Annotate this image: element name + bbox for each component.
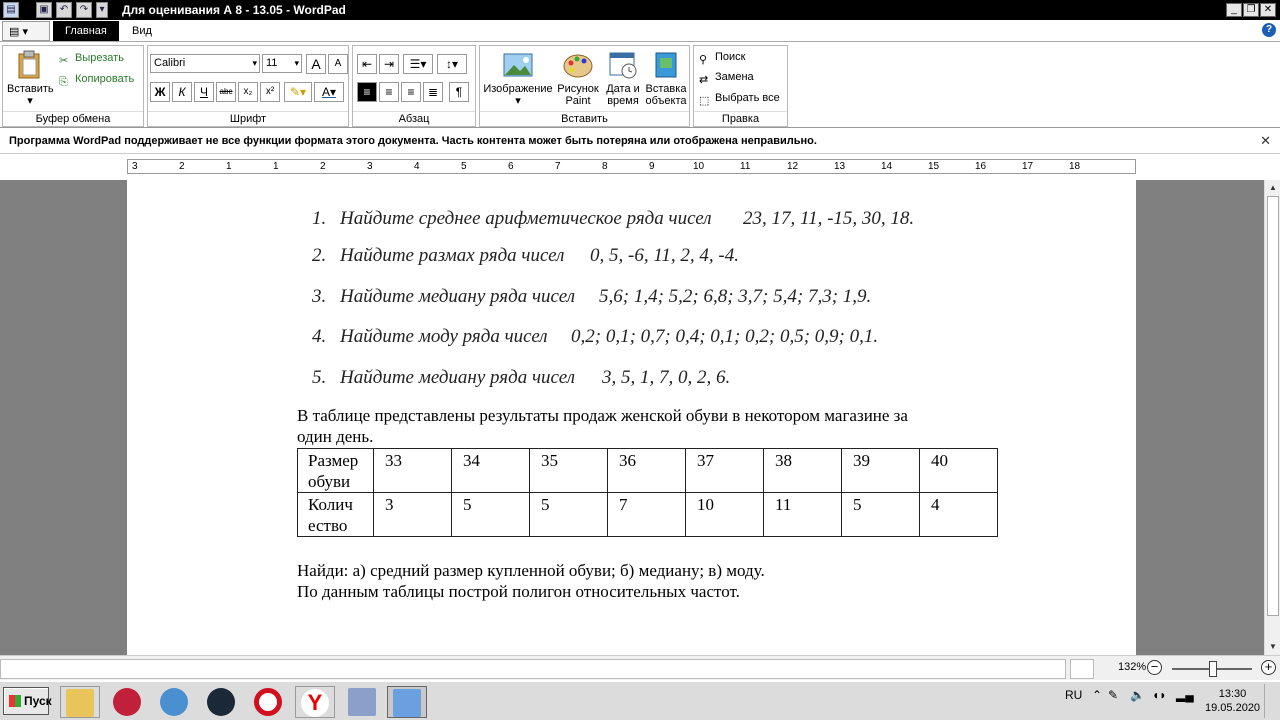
task-number: 3. bbox=[312, 286, 327, 307]
task-text: Найдите медиану ряда чисел bbox=[340, 367, 575, 388]
paragraph-group-label: Абзац bbox=[353, 111, 475, 126]
network-icon[interactable]: ◖◗ bbox=[1152, 688, 1167, 702]
copy-label: Копировать bbox=[75, 73, 135, 85]
taskbar-opera[interactable] bbox=[248, 686, 288, 718]
ruler[interactable] bbox=[127, 159, 1136, 174]
taskbar-steam[interactable] bbox=[201, 686, 241, 718]
ruler-number: 3 bbox=[132, 161, 138, 172]
select-all-button[interactable] bbox=[699, 89, 780, 107]
subscript-button[interactable]: x₂ bbox=[238, 82, 258, 102]
clipboard-group-label: Буфер обмена bbox=[3, 111, 143, 126]
ruler-number: 1 bbox=[226, 161, 232, 172]
bold-button[interactable]: Ж bbox=[150, 82, 170, 102]
superscript-button[interactable]: x² bbox=[260, 82, 280, 102]
task-values: 0,2; 0,1; 0,7; 0,4; 0,1; 0,2; 0,5; 0,9; 0,1. bbox=[571, 326, 879, 347]
table-cell: 10 bbox=[686, 493, 764, 537]
zoom-slider-thumb[interactable] bbox=[1209, 661, 1217, 677]
ruler-number: 1 bbox=[273, 161, 279, 172]
intro-line-1: В таблице представлены результаты продаж женской обуви в некотором магазине за bbox=[297, 406, 908, 425]
line-spacing-icon: ↕▾ bbox=[445, 57, 459, 71]
taskbar-wordpad[interactable] bbox=[387, 686, 427, 718]
zoom-level: 132% bbox=[1118, 661, 1147, 673]
table-cell: 11 bbox=[764, 493, 842, 537]
scissors-icon: ✂ bbox=[59, 54, 69, 67]
tray-expand-icon[interactable]: ⌃ bbox=[1092, 688, 1103, 702]
align-right-button[interactable] bbox=[401, 82, 421, 102]
font-color-button[interactable] bbox=[314, 82, 344, 102]
insert-image-button[interactable]: Изображение ▾ bbox=[482, 50, 554, 107]
table-cell: 39 bbox=[842, 449, 920, 493]
ribbon bbox=[0, 43, 1280, 128]
intro-line-2: один день. bbox=[297, 427, 374, 446]
zoom-in-button[interactable]: + bbox=[1261, 660, 1276, 675]
question-line-2: По данным таблицы построй полигон относительных частот. bbox=[297, 582, 740, 601]
undo-icon[interactable]: ↶ bbox=[56, 2, 72, 18]
bullet-list-icon: ☰▾ bbox=[409, 57, 427, 71]
insert-group-label: Вставить bbox=[480, 111, 689, 126]
task-values: 23, 17, 11, -15, 30, 18. bbox=[743, 208, 915, 229]
select-all-icon: ⬚ bbox=[699, 94, 710, 107]
taskbar-calculator[interactable] bbox=[342, 686, 382, 718]
font-size-select[interactable]: 11 ▾ bbox=[262, 54, 302, 73]
ruler-number: 17 bbox=[1022, 161, 1034, 172]
task-item bbox=[127, 245, 1136, 269]
editing-group-label: Правка bbox=[694, 111, 787, 126]
indent-icon: ⇥ bbox=[383, 57, 395, 71]
question-line-1: Найди: а) средний размер купленной обуви; б) медиану; в) моду. bbox=[297, 561, 765, 580]
taskbar bbox=[0, 681, 1280, 720]
task-item bbox=[127, 326, 1136, 350]
clock-time: 13:30 bbox=[1218, 688, 1247, 700]
signal-icon[interactable]: ▂▄ bbox=[1176, 688, 1194, 702]
paste-button[interactable]: Вставить ▾ bbox=[7, 50, 53, 107]
document-area bbox=[0, 180, 1264, 655]
folder-icon bbox=[66, 689, 94, 717]
status-bar bbox=[0, 655, 1280, 680]
system-clock[interactable] bbox=[1205, 687, 1260, 715]
taskbar-browser[interactable] bbox=[154, 686, 194, 718]
ruler-number: 15 bbox=[928, 161, 940, 172]
table-header-cell bbox=[298, 493, 374, 537]
redo-icon[interactable]: ↷ bbox=[76, 2, 92, 18]
table-cell: 38 bbox=[764, 449, 842, 493]
show-desktop-button[interactable] bbox=[1264, 684, 1278, 718]
task-number: 5. bbox=[312, 367, 327, 388]
insert-object-label: Вставка объекта bbox=[645, 83, 687, 107]
find-button[interactable] bbox=[699, 48, 745, 66]
app-icon[interactable]: ▤ bbox=[3, 2, 19, 18]
align-left-icon: ≡ bbox=[363, 85, 371, 99]
font-group-label: Шрифт bbox=[148, 111, 348, 126]
cut-label: Вырезать bbox=[75, 52, 124, 64]
opera-icon bbox=[254, 688, 282, 716]
zoom-out-button[interactable]: − bbox=[1147, 660, 1162, 675]
ribbon-tabs bbox=[0, 20, 1280, 42]
tab-view[interactable]: Вид bbox=[132, 25, 152, 37]
status-field bbox=[0, 659, 1066, 679]
scroll-thumb[interactable] bbox=[1267, 196, 1279, 616]
header-line: ество bbox=[308, 516, 348, 535]
clock-date: 19.05.2020 bbox=[1205, 702, 1261, 714]
font-color-icon: A▾ bbox=[321, 85, 337, 99]
align-center-icon: ≡ bbox=[385, 85, 393, 99]
ruler-number: 16 bbox=[975, 161, 987, 172]
title-bar bbox=[0, 0, 1280, 20]
table-cell: 4 bbox=[920, 493, 998, 537]
copy-icon: ⎘ bbox=[59, 75, 68, 88]
bullets-button[interactable] bbox=[403, 54, 433, 74]
taskbar-explorer[interactable] bbox=[60, 686, 100, 718]
window-title: Для оценивания А 8 - 13.05 - WordPad bbox=[122, 3, 346, 17]
paragraph-settings-button[interactable] bbox=[449, 82, 469, 102]
line-spacing-button[interactable] bbox=[437, 54, 467, 74]
strikethrough-button[interactable]: abc bbox=[216, 82, 236, 102]
ruler-number: 12 bbox=[787, 161, 799, 172]
volume-icon[interactable]: 🔈 bbox=[1130, 688, 1145, 702]
editing-group bbox=[693, 45, 788, 127]
insert-object-button[interactable] bbox=[644, 50, 688, 107]
table-cell: 5 bbox=[842, 493, 920, 537]
table-cell: 35 bbox=[530, 449, 608, 493]
steam-icon bbox=[207, 688, 235, 716]
binoculars-icon: ⚲ bbox=[699, 53, 708, 66]
shoe-sales-table bbox=[297, 448, 998, 537]
calendar-clock-icon bbox=[607, 50, 639, 80]
file-menu-button[interactable]: ▤ ▾ bbox=[2, 21, 50, 41]
task-values: 5,6; 1,4; 5,2; 6,8; 3,7; 5,4; 7,3; 1,9. bbox=[599, 286, 872, 307]
taskbar-yandex[interactable] bbox=[295, 686, 335, 718]
ruler-bar bbox=[0, 155, 1280, 180]
replace-label: Замена bbox=[715, 71, 754, 83]
ruler-number: 2 bbox=[320, 161, 326, 172]
grow-font-button[interactable]: A bbox=[306, 54, 326, 74]
highlight-button[interactable] bbox=[284, 82, 312, 102]
increase-indent-button[interactable] bbox=[379, 54, 399, 74]
shield-app-icon bbox=[113, 688, 141, 716]
table-cell: 3 bbox=[374, 493, 452, 537]
underline-button[interactable]: Ч bbox=[194, 82, 214, 102]
ruler-number: 10 bbox=[693, 161, 705, 172]
cut-button[interactable] bbox=[59, 49, 124, 67]
vertical-scrollbar[interactable] bbox=[1264, 180, 1280, 655]
align-left-button[interactable] bbox=[357, 82, 377, 102]
task-values: 0, 5, -6, 11, 2, 4, -4. bbox=[590, 245, 739, 266]
task-item bbox=[127, 208, 1136, 232]
start-button[interactable]: Пуск bbox=[3, 687, 49, 715]
font-family-select[interactable]: Calibri ▾ bbox=[150, 54, 260, 73]
ruler-number: 5 bbox=[461, 161, 467, 172]
task-item bbox=[127, 286, 1136, 310]
table-cell: 40 bbox=[920, 449, 998, 493]
find-label: Поиск bbox=[715, 51, 746, 63]
ruler-number: 13 bbox=[834, 161, 846, 172]
table-cell: 5 bbox=[452, 493, 530, 537]
table-cell: 36 bbox=[608, 449, 686, 493]
close-button[interactable]: ✕ bbox=[1260, 3, 1276, 17]
help-icon[interactable]: ? bbox=[1262, 23, 1276, 37]
yandex-icon: Y bbox=[301, 689, 329, 717]
table-row bbox=[298, 493, 998, 537]
font-group bbox=[147, 45, 349, 127]
header-line: обуви bbox=[308, 472, 351, 491]
align-center-button[interactable] bbox=[379, 82, 399, 102]
task-item bbox=[127, 367, 1136, 391]
scroll-down-icon[interactable]: ▼ bbox=[1269, 642, 1277, 651]
task-text: Найдите среднее арифметическое ряда чисел bbox=[340, 208, 712, 229]
ruler-number: 4 bbox=[414, 161, 420, 172]
image-icon bbox=[502, 50, 534, 80]
date-time-button[interactable] bbox=[602, 50, 644, 107]
close-info-icon[interactable]: ✕ bbox=[1260, 133, 1271, 148]
clipboard-group bbox=[2, 45, 144, 127]
shrink-font-button[interactable]: A bbox=[328, 54, 348, 74]
task-text: Найдите размах ряда чисел bbox=[340, 245, 565, 266]
header-line: Размер bbox=[308, 451, 359, 470]
header-line: Колич bbox=[308, 495, 353, 514]
copy-button[interactable] bbox=[59, 70, 134, 88]
object-icon bbox=[650, 50, 682, 80]
task-number: 2. bbox=[312, 245, 327, 266]
paste-label: Вставить bbox=[7, 83, 54, 95]
date-time-label: Дата и время bbox=[606, 83, 640, 107]
minimize-button[interactable]: _ bbox=[1226, 3, 1242, 17]
justify-icon: ≣ bbox=[427, 85, 439, 99]
ruler-number: 9 bbox=[649, 161, 655, 172]
customize-quick-access-icon[interactable]: ▾ bbox=[96, 2, 108, 18]
justify-button[interactable] bbox=[423, 82, 443, 102]
table-cell: 37 bbox=[686, 449, 764, 493]
insert-group bbox=[479, 45, 690, 127]
italic-button[interactable]: К bbox=[172, 82, 192, 102]
replace-icon: ⇄ bbox=[699, 73, 709, 86]
restore-button[interactable]: ❐ bbox=[1243, 3, 1259, 17]
save-icon[interactable]: ▣ bbox=[36, 2, 52, 18]
task-number: 1. bbox=[312, 208, 327, 229]
document-page[interactable] bbox=[127, 180, 1136, 655]
ruler-number: 6 bbox=[508, 161, 514, 172]
ruler-number: 8 bbox=[602, 161, 608, 172]
outdent-icon: ⇤ bbox=[361, 57, 373, 71]
task-values: 3, 5, 1, 7, 0, 2, 6. bbox=[602, 367, 731, 388]
ruler-number: 7 bbox=[555, 161, 561, 172]
info-message: Программа WordPad поддерживает не все функции формата этого документа. Часть контента может быть потеряна или отображена неправильно. bbox=[9, 135, 817, 147]
tab-home[interactable]: Главная bbox=[53, 21, 119, 41]
ruler-number: 11 bbox=[740, 161, 751, 172]
table-cell: 33 bbox=[374, 449, 452, 493]
paint-drawing-label: Рисунок Paint bbox=[557, 83, 599, 107]
task-text: Найдите моду ряда чисел bbox=[340, 326, 548, 347]
task-text: Найдите медиану ряда чисел bbox=[340, 286, 575, 307]
wordpad-icon bbox=[393, 689, 421, 717]
highlighter-icon: ✎▾ bbox=[289, 85, 307, 99]
palette-icon bbox=[562, 50, 594, 80]
table-cell: 34 bbox=[452, 449, 530, 493]
table-header-cell bbox=[298, 449, 374, 493]
select-all-label: Выбрать все bbox=[715, 92, 780, 104]
compatibility-info-bar bbox=[0, 129, 1280, 154]
task-number: 4. bbox=[312, 326, 327, 347]
align-right-icon: ≡ bbox=[407, 85, 415, 99]
calculator-icon bbox=[348, 688, 376, 716]
ruler-number: 3 bbox=[367, 161, 373, 172]
ruler-number: 14 bbox=[881, 161, 893, 172]
insert-image-label: Изображение bbox=[483, 83, 553, 95]
ruler-number: 2 bbox=[179, 161, 185, 172]
table-cell: 5 bbox=[530, 493, 608, 537]
status-field bbox=[1070, 659, 1094, 679]
clipboard-icon bbox=[14, 50, 46, 80]
language-indicator[interactable]: RU bbox=[1065, 688, 1083, 702]
paragraph-icon: ¶ bbox=[455, 85, 463, 99]
decrease-indent-button[interactable] bbox=[357, 54, 377, 74]
replace-button[interactable] bbox=[699, 68, 754, 86]
ruler-number: 18 bbox=[1069, 161, 1081, 172]
browser-icon bbox=[160, 688, 188, 716]
table-cell: 7 bbox=[608, 493, 686, 537]
tray-app-icon[interactable]: ✎ bbox=[1108, 688, 1119, 702]
table-row bbox=[298, 449, 998, 493]
scroll-up-icon[interactable]: ▲ bbox=[1269, 183, 1277, 192]
taskbar-app[interactable] bbox=[107, 686, 147, 718]
paragraph-group bbox=[352, 45, 476, 127]
paint-drawing-button[interactable] bbox=[556, 50, 600, 107]
